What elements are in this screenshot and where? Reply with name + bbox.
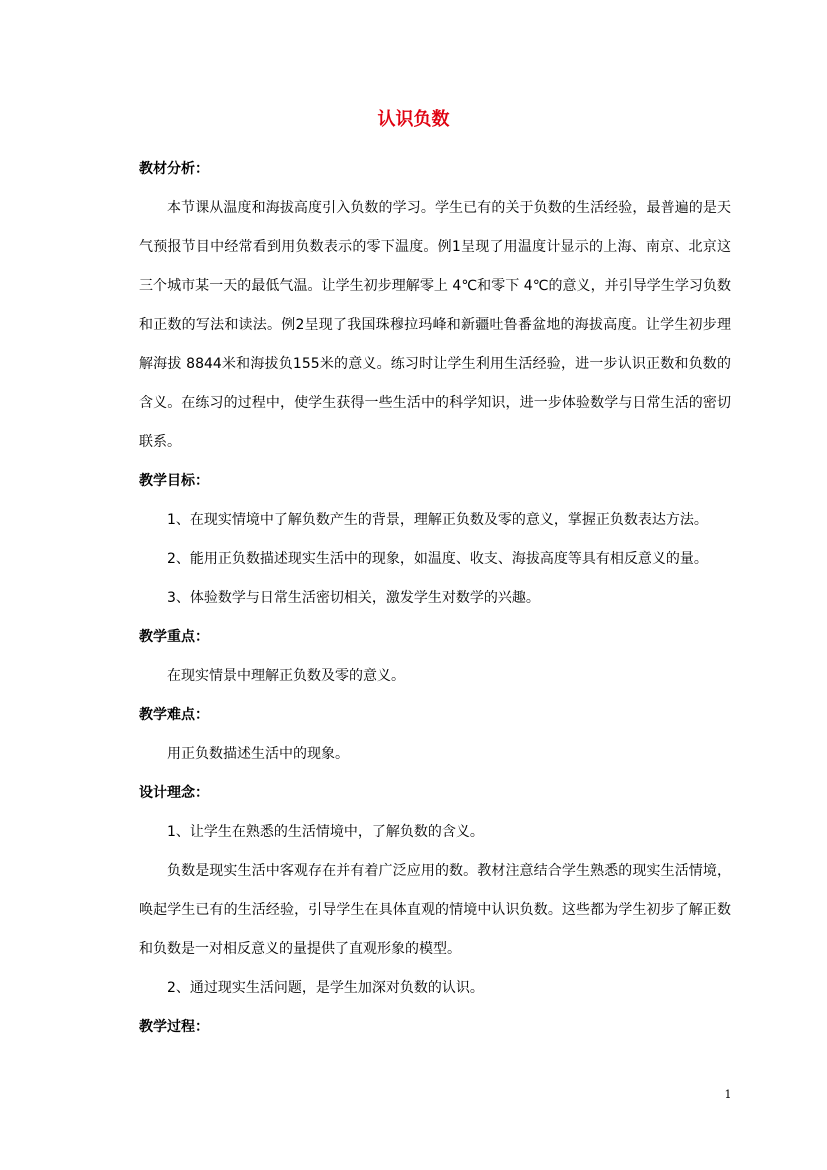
page-number: 1 [724, 1088, 732, 1101]
key-points-heading: 教学重点： [139, 629, 209, 645]
process-heading: 教学过程： [139, 1019, 209, 1035]
key-points-text: 在现实情景中理解正负数及零的意义。 [167, 668, 405, 684]
design-item-2: 2、通过现实生活问题，是学生加深对负数的认识。 [167, 980, 484, 996]
goal-item-1: 1、在现实情境中了解负数产生的背景，理解正负数及零的意义，掌握正负数表达方法。 [167, 512, 708, 528]
goal-item-2: 2、能用正负数描述现实生活中的现象，如温度、收支、海拔高度等具有相反意义的量。 [167, 551, 708, 567]
design-item-1: 1、让学生在熟悉的生活情境中，了解负数的含义。 [167, 824, 484, 840]
goals-heading: 教学目标： [139, 473, 209, 489]
document-title: 认识负数 [377, 109, 450, 130]
difficulties-text: 用正负数描述生活中的现象。 [167, 746, 349, 762]
goal-item-3: 3、体验数学与日常生活密切相关，激发学生对数学的兴趣。 [167, 590, 540, 606]
difficulties-heading: 教学难点： [139, 707, 209, 723]
analysis-heading: 教材分析： [139, 161, 209, 177]
analysis-paragraph: 本节课从温度和海拔高度引入负数的学习。学生已有的关于负数的生活经验，最普遍的是天气预报节目中经常看到用负数表示的零下温度。例1呈现了用温度计显示的上海、南京、北京这三个城市某一天的最低气温。让学生初步理解零上 4℃和零下 4℃的意义，并引导学生学习负数和正数的写法和读法。例2呈现了我国珠穆拉玛峰和新疆吐鲁番盆地的海拔高度。让学生初步理解海拔 8844米和海拔负155米的意义。练习时让学生利用生活经验，进一步认识正数和负数的含义。在练习的过程中，使学生获得一些生活中的科学知识，进一步体验数学与日常生活的密切联系。 [139, 200, 731, 450]
design-heading: 设计理念： [139, 785, 209, 801]
document-body [139, 150, 731, 1047]
design-paragraph: 负数是现实生活中客观存在并有着广泛应用的数。教材注意结合学生熟悉的现实生活情境，唤起学生已有的生活经验，引导学生在具体直观的情境中认识负数。这些都为学生初步了解正数和负数是一对相反意义的量提供了直观形象的模型。 [139, 863, 731, 957]
